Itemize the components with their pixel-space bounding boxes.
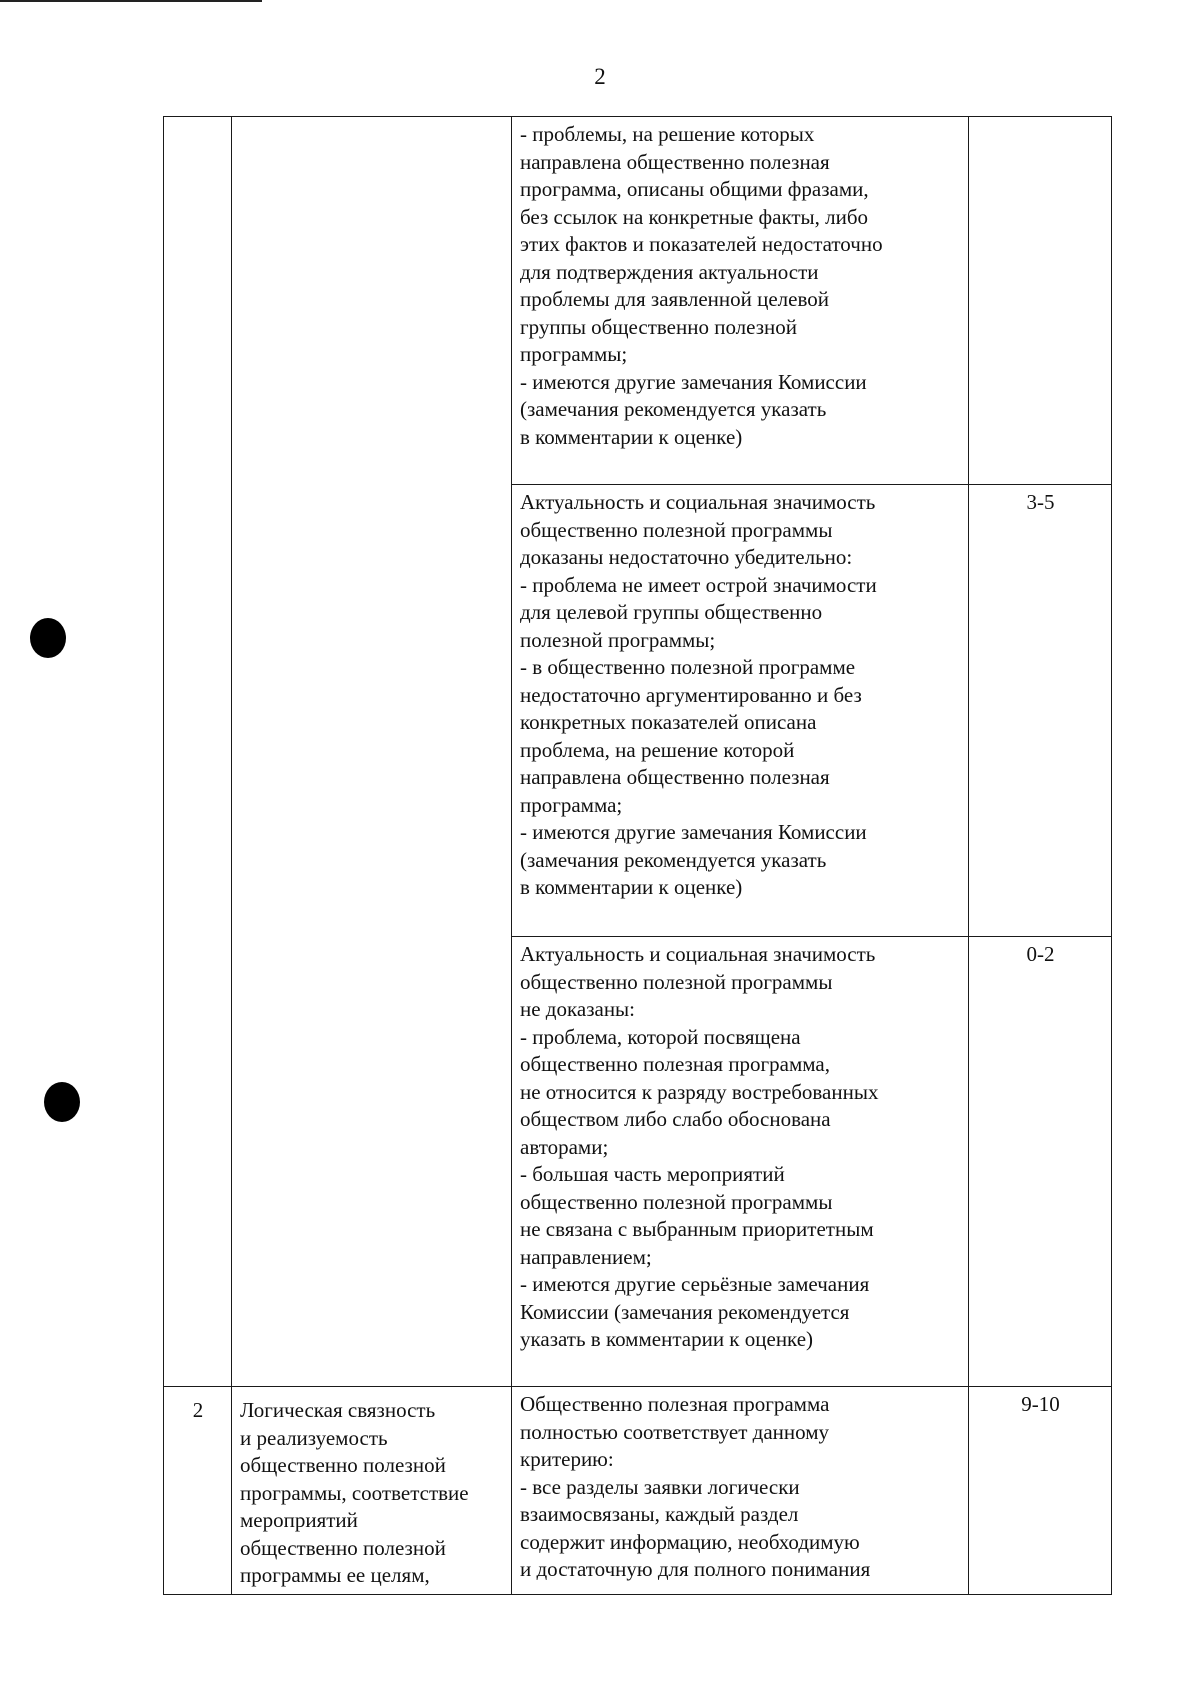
- score-cell: 0-2: [969, 937, 1112, 1387]
- number-cell: 2: [164, 1387, 232, 1595]
- punch-hole-mark: [30, 618, 66, 658]
- table-row: [164, 1387, 1112, 1595]
- criterion-cell: Логическая связность и реализуемость общественно полезной программы, соответствие мероприятий общественно полезной программы ее целям,: [232, 1387, 512, 1595]
- description-cell: - проблемы, на решение которых направлена общественно полезная программа, описаны общими фразами, без ссылок на конкретные факты, либо этих фактов и показателей недостаточно для подтверждения актуальности проблемы для заявленной целевой группы общественно полезной программы; - имеются другие замечания Комиссии (замечания рекомендуется указать в комментарии к оценке): [512, 117, 969, 485]
- page-number: 2: [594, 64, 606, 89]
- punch-hole-mark: [44, 1082, 80, 1122]
- number-cell: [164, 117, 232, 1387]
- description-cell: Актуальность и социальная значимость общественно полезной программы не доказаны: - проблема, которой посвящена общественно полезная программа, не относится к разряду востребованных обществом либо слабо обоснована авторами; - большая часть мероприятий общественно полезной программы не связана с выбранным приоритетным направлением; - имеются другие серьёзные замечания Комиссии (замечания рекомендуется указать в комментарии к оценке): [512, 937, 969, 1387]
- description-cell: Актуальность и социальная значимость общественно полезной программы доказаны недостаточно убедительно: - проблема не имеет острой значимости для целевой группы общественно полезной программы; - в общественно полезной программе недостаточно аргументированно и без конкретных показателей описана проблема, на решение которой направлена общественно полезная программа; - имеются другие замечания Комиссии (замечания рекомендуется указать в комментарии к оценке): [512, 485, 969, 937]
- score-cell: 9-10: [969, 1387, 1112, 1595]
- table-row: [164, 117, 1112, 485]
- criteria-table: [163, 116, 1112, 1595]
- score-cell: [969, 117, 1112, 485]
- score-cell: 3-5: [969, 485, 1112, 937]
- criterion-cell: [232, 117, 512, 1387]
- scan-edge-line: [0, 0, 262, 2]
- description-cell: Общественно полезная программа полностью соответствует данному критерию: - все разделы заявки логически взаимосвязаны, каждый раздел содержит информацию, необходимую и достаточную для полного понимания: [512, 1387, 969, 1595]
